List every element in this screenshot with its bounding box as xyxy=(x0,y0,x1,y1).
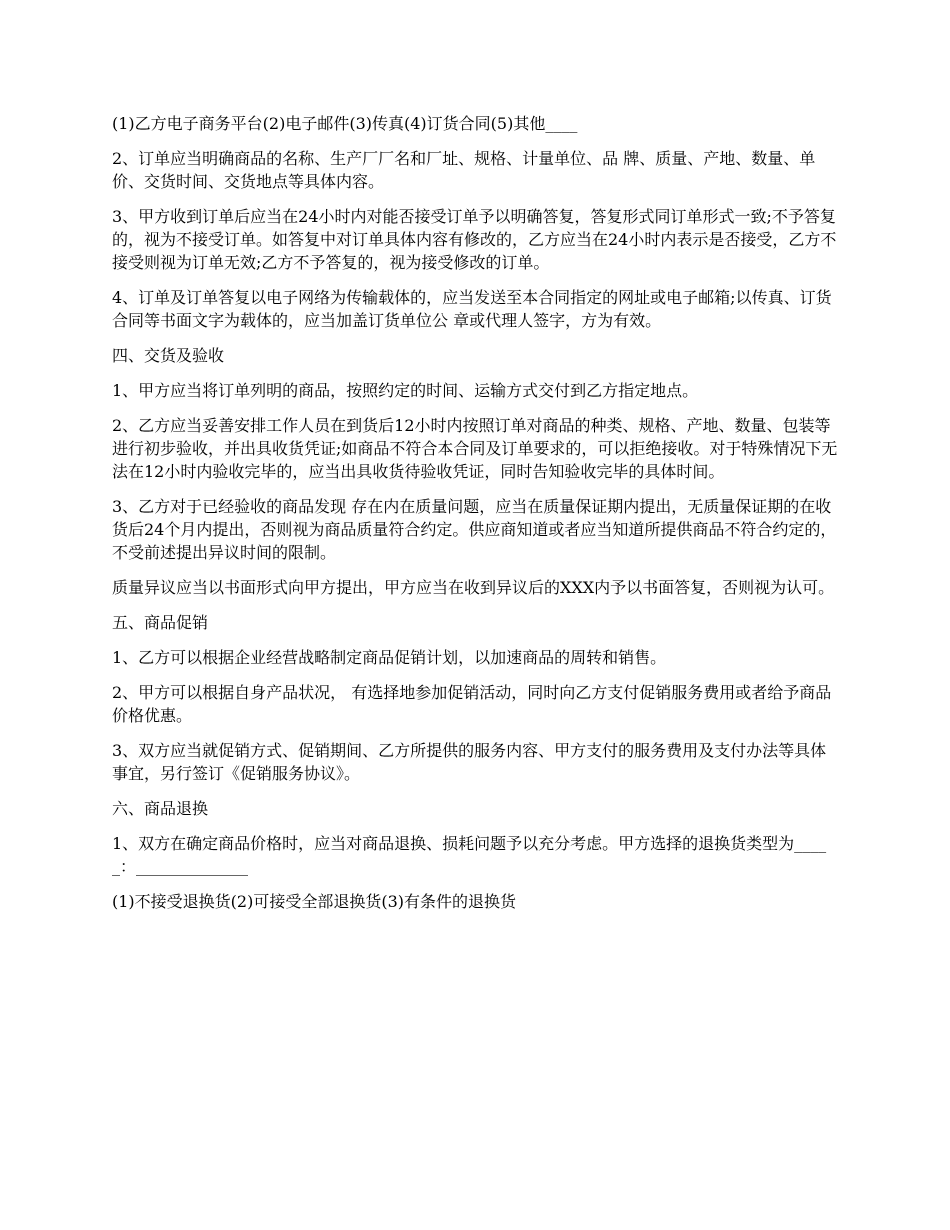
paragraph-order-methods: (1)乙方电子商务平台(2)电子邮件(3)传真(4)订货合同(5)其他____ xyxy=(112,114,578,133)
document-page xyxy=(112,112,842,925)
paragraph-quality-objection: 质量异议应当以书面形式向甲方提出，甲方应当在收到异议后的XXX内予以书面答复，否则视为认可。 xyxy=(112,578,835,597)
paragraph-delivery-1: 1、甲方应当将订单列明的商品，按照约定的时间、运输方式交付到乙方指定地点。 xyxy=(112,381,699,400)
paragraph-returns-1: 1、双方在确定商品价格时，应当对商品退换、损耗问题予以充分考虑。甲方选择的退换货类型为_____：______________ xyxy=(112,834,827,876)
paragraph-delivery-3: 3、乙方对于已经验收的商品发现 存在内在质量问题，应当在质量保证期内提出，无质量保证期的在收货后24个月内提出，否则视为商品质量符合约定。供应商知道或者应当知道所提供商品不符合约定的，不受前述提出异议时间的限制。 xyxy=(112,497,837,562)
paragraph-order-reply: 3、甲方收到订单后应当在24小时内对能否接受订单予以明确答复，答复形式同订单形式一致;不予答复的，视为不接受订单。如答复中对订单具体内容有修改的，乙方应当在24小时内表示是否接受，乙方不接受则视为订单无效;乙方不予答复的，视为接受修改的订单。 xyxy=(112,207,837,272)
paragraph-promotion-1: 1、乙方可以根据企业经营战略制定商品促销计划，以加速商品的周转和销售。 xyxy=(112,648,667,667)
section-heading-delivery: 四、交货及验收 xyxy=(112,346,225,365)
section-heading-promotion: 五、商品促销 xyxy=(112,613,209,632)
paragraph-returns-types: (1)不接受退换货(2)可接受全部退换货(3)有条件的退换货 xyxy=(112,892,516,911)
section-heading-returns: 六、商品退换 xyxy=(112,799,209,818)
paragraph-promotion-2: 2、甲方可以根据自身产品状况， 有选择地参加促销活动，同时向乙方支付促销服务费用或者给予商品价格优惠。 xyxy=(112,683,832,725)
paragraph-order-carrier: 4、订单及订单答复以电子网络为传输载体的，应当发送至本合同指定的网址或电子邮箱;以传真、订货合同等书面文字为载体的，应当加盖订货单位公 章或代理人签字，方为有效。 xyxy=(112,288,832,330)
paragraph-delivery-2: 2、乙方应当妥善安排工作人员在到货后12小时内按照订单对商品的种类、规格、产地、数量、包装等进行初步验收，并出具收货凭证;如商品不符合本合同及订单要求的，可以拒绝接收。对于特殊情况下无法在12小时内验收完毕的，应当出具收货待验收凭证，同时告知验收完毕的具体时间。 xyxy=(112,416,838,481)
paragraph-order-content: 2、订单应当明确商品的名称、生产厂厂名和厂址、规格、计量单位、品 牌、质量、产地、数量、单价、交货时间、交货地点等具体内容。 xyxy=(112,149,816,191)
paragraph-promotion-3: 3、双方应当就促销方式、促销期间、乙方所提供的服务内容、甲方支付的服务费用及支付办法等具体事宜，另行签订《促销服务协议》。 xyxy=(112,741,827,783)
